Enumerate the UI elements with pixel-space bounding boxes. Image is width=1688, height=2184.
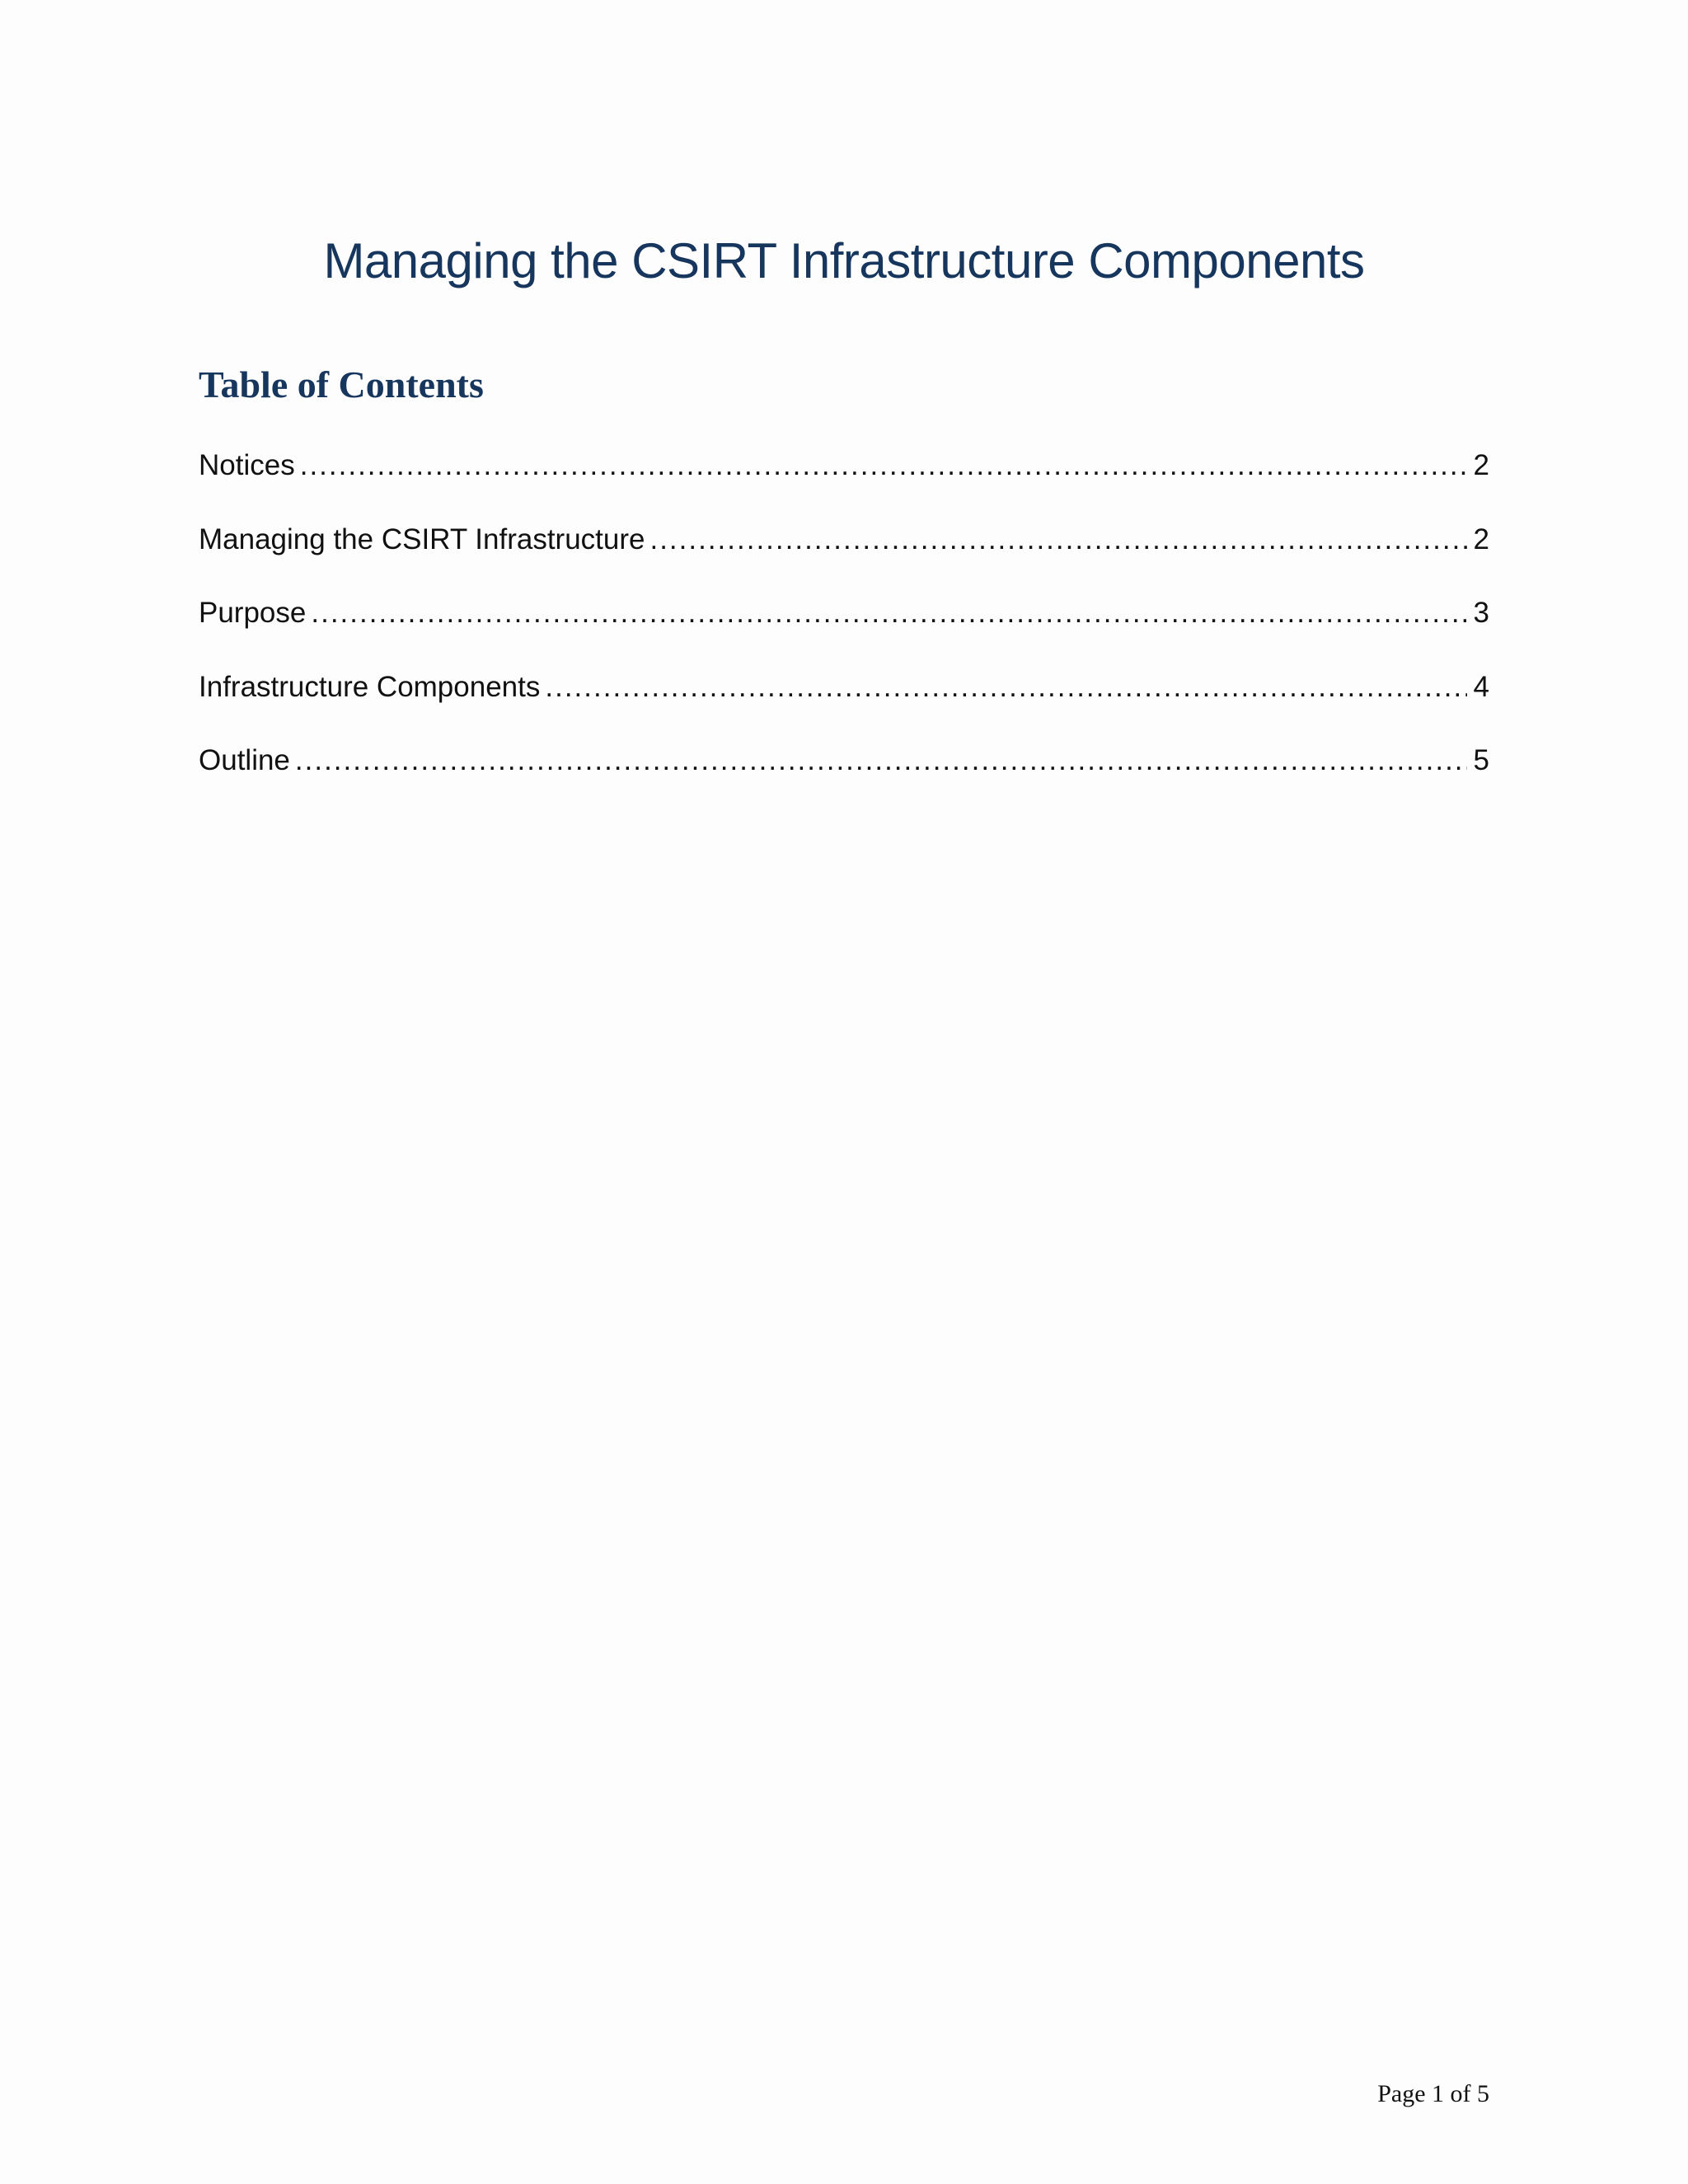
toc-entry-page-number: 4 [1473,670,1489,703]
toc-entry-managing-the-csirt-infrastructure[interactable] [199,523,1489,598]
toc-entry-notices[interactable] [199,449,1489,523]
toc-entry-page-number: 5 [1473,744,1489,776]
toc-entry-label: Outline [199,744,290,776]
toc-dot-leader [311,597,1466,630]
toc-entry-infrastructure-components[interactable] [199,671,1489,745]
table-of-contents [199,449,1489,818]
toc-dot-leader [295,744,1467,777]
toc-dot-leader [649,523,1466,556]
toc-entry-page-number: 2 [1473,449,1489,481]
toc-dot-leader [300,449,1467,482]
document-title: Managing the CSIRT Infrastructure Components [323,233,1365,288]
toc-entry-label: Purpose [199,597,307,629]
toc-entry-label: Infrastructure Components [199,670,541,703]
toc-dot-leader [545,671,1466,704]
toc-entry-label: Managing the CSIRT Infrastructure [199,523,645,555]
page-number-footer: Page 1 of 5 [1377,2080,1489,2107]
toc-entry-label: Notices [199,449,295,481]
toc-entry-page-number: 3 [1473,597,1489,629]
toc-entry-purpose[interactable] [199,597,1489,671]
toc-entry-page-number: 2 [1473,523,1489,555]
toc-heading: Table of Contents [199,363,484,405]
toc-entry-outline[interactable] [199,744,1489,818]
